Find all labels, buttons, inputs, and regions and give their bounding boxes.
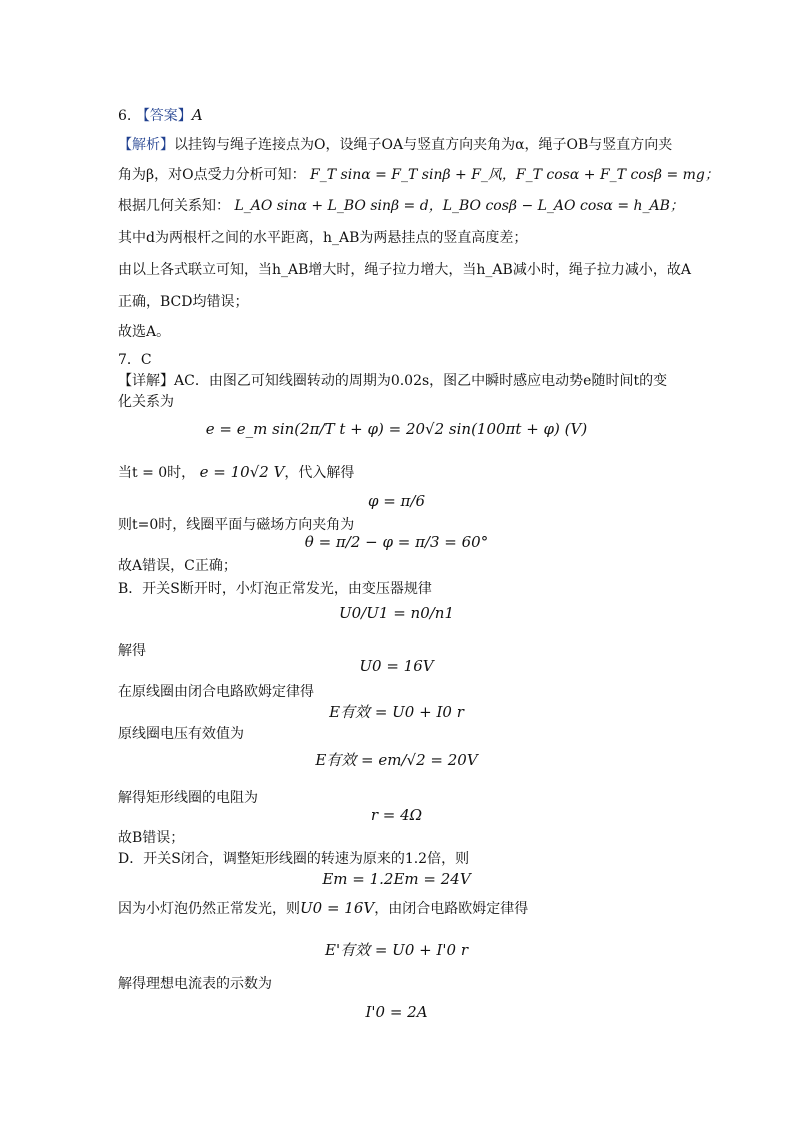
q7-line-5: [118, 557, 237, 575]
q6-analysis-line-3: [118, 197, 684, 215]
detail-tag: 【详解】: [118, 373, 174, 389]
q7-line-1: [118, 372, 667, 390]
q7-text-3: 当t = 0时，: [118, 465, 196, 481]
q7-line-9: [118, 725, 244, 743]
q7-eq-phi: φ = π/6: [367, 492, 426, 510]
q6-analysis-line-2: [118, 166, 719, 184]
q7-text-12: D．开关S闭合，调整矩形线圈的转速为原来的1.2倍，则: [118, 851, 470, 867]
q7-eq-u0: U0 = 16V: [359, 657, 434, 675]
q7-line-3: [118, 463, 354, 482]
q6-analysis-line-7: [118, 323, 170, 341]
q7-eq-eff: E有效 = em/√2 = 20V: [315, 751, 478, 769]
q6-analysis-line-6: [118, 293, 248, 311]
q7-text-4: 则t=0时，线圈平面与磁场方向夹角为: [118, 517, 355, 533]
q7-header: [118, 351, 152, 369]
answer-tag: 【答案】: [135, 108, 192, 124]
q7-line-10: [118, 789, 258, 807]
q6-number: 6.: [118, 108, 132, 124]
q7-eq-emf: e = e_m sin(2π/T t + φ) = 20√2 sin(100πt + φ) (V): [205, 420, 588, 438]
q6-text-2: 角为β，对O点受力分析可知：: [118, 167, 306, 183]
q7-line-6: [118, 580, 432, 598]
q7-text-14: 解得理想电流表的示数为: [118, 976, 272, 992]
q7-line-12: [118, 850, 469, 868]
q6-text-choose: 故选A。: [118, 324, 171, 340]
q7-line-2: [118, 393, 174, 411]
q7-eq-current: I'0 = 2A: [365, 1003, 428, 1021]
q6-text-geom: 根据几何关系知：: [118, 198, 230, 214]
q7-text-2: 化关系为: [118, 394, 174, 410]
q7-text-13c: ，由闭合电路欧姆定律得: [374, 901, 529, 917]
q7-line-11: [118, 829, 184, 847]
q7-eq-ratio: U0/U1 = n0/n1: [339, 604, 454, 622]
q6-analysis-line-5: [118, 261, 691, 279]
q7-eq-r: r = 4Ω: [370, 806, 423, 824]
q7-answer: 7．C: [118, 352, 152, 368]
q7-eq-e0: e = 10√2 V: [199, 463, 285, 481]
q7-line-13: [118, 899, 528, 918]
q6-force-equations: F_T sinα = F_T sinβ + F_风，F_T cosα + F_T cosβ = mg；: [310, 167, 719, 183]
q7-text-10: 解得矩形线圈的电阻为: [118, 790, 258, 806]
q6-answer-line: [118, 106, 203, 125]
q7-eq-ohm-new: E'有效 = U0 + I'0 r: [325, 941, 468, 959]
q7-text-3b: ，代入解得: [284, 465, 355, 481]
q7-text-6: B．开关S断开时，小灯泡正常发光，由变压器规律: [118, 581, 432, 597]
q7-eq-em: Em = 1.2Em = 24V: [322, 870, 471, 888]
q7-text-5: 故A错误，C正确；: [118, 558, 237, 574]
q6-analysis-line-4: [118, 229, 527, 247]
q7-line-14: [118, 975, 272, 993]
q7-text-7: 解得: [118, 643, 146, 659]
q7-eq-ohm: E有效 = U0 + I0 r: [329, 703, 464, 721]
analysis-tag: 【解析】: [118, 137, 174, 153]
q6-text-d: 其中d为两根杆之间的水平距离，h_AB为两悬挂点的竖直高度差；: [118, 230, 528, 246]
q6-analysis-line-1: [118, 136, 672, 154]
q7-line-8: [118, 683, 314, 701]
q7-eq-u0-inline: U0 = 16V: [300, 899, 375, 917]
q6-text-1: 以挂钩与绳子连接点为O，设绳子OA与竖直方向夹角为α，绳子OB与竖直方向夹: [174, 137, 673, 153]
q7-text-1: AC．由图乙可知线圈转动的周期为0.02s，图乙中瞬时感应电动势e随时间t的变: [174, 373, 668, 389]
q7-text-9: 原线圈电压有效值为: [118, 726, 244, 742]
q6-answer: A: [191, 106, 203, 124]
q6-text-conclusion: 由以上各式联立可知，当h_AB增大时，绳子拉力增大，当h_AB减小时，绳子拉力减小，故A: [118, 262, 691, 278]
q7-text-8: 在原线圈由闭合电路欧姆定律得: [118, 684, 314, 700]
q7-eq-theta: θ = π/2 − φ = π/3 = 60°: [304, 533, 489, 551]
q6-geometry-equations: L_AO sinα + L_BO sinβ = d，L_BO cosβ − L_AO cosα = h_AB；: [234, 198, 684, 214]
q7-text-11: 故B错误；: [118, 830, 185, 846]
q7-text-13a: 因为小灯泡仍然正常发光，则: [118, 901, 300, 917]
q7-line-4: [118, 516, 354, 534]
q6-text-correct: 正确，BCD均错误；: [118, 294, 249, 310]
